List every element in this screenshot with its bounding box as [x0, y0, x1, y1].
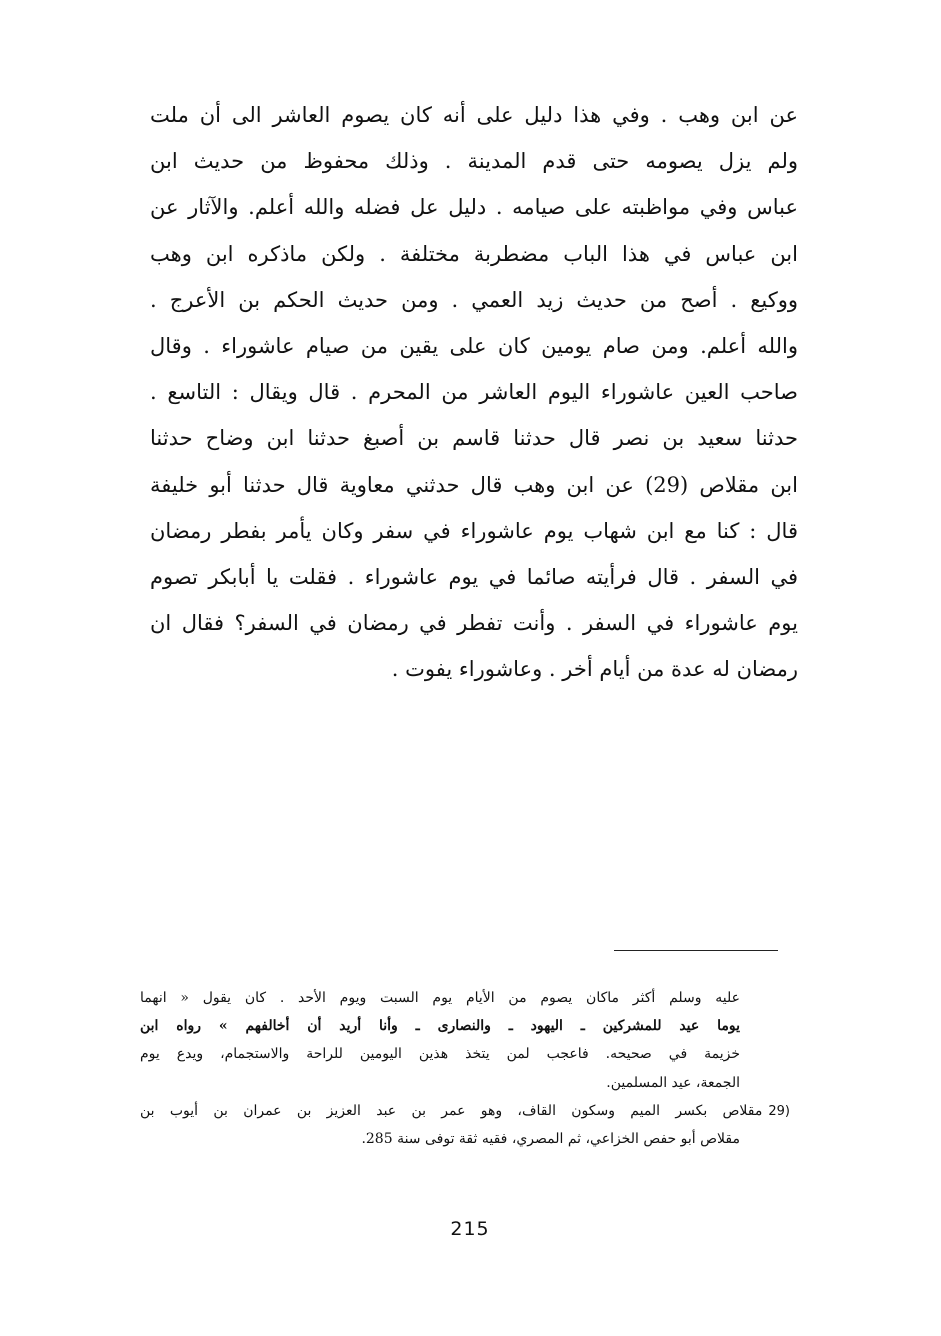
text-line: ووكيع . أصح من حديث زيد العمي . ومن حديث الحكم بن الأعرج . [150, 287, 798, 312]
footnote-line [140, 1097, 790, 1125]
text-line: في السفر . قال فرأيته صائما في يوم عاشوراء . فقلت يا أبابكر تصوم [150, 564, 798, 589]
footnote-line: مقلاص أبو حفص الخزاعي، ثم المصري، فقيه ثقة توفى سنة 285. [361, 1130, 740, 1147]
footnote-number: (29 [768, 1103, 790, 1119]
text-line: ابن عباس في هذا الباب مضطربة مختلفة . ولكن ماذكره ابن وهب [150, 241, 798, 266]
footnote-line: عليه وسلم أكثر ماكان يصوم من الأيام يوم السبت ويوم الأحد . كان يقول « انهما [140, 990, 740, 1006]
page-number: 215 [450, 1218, 490, 1240]
text-line: عن ابن وهب . وفي هذا دليل على أنه كان يصوم العاشر الى أن ملت [150, 103, 798, 127]
footnotes-block [140, 984, 790, 1153]
footnote-line: خزيمة في صحيحه. فاعجب لمن يتخذ هذين اليومين للراحة والاستجمام، ويدع يوم [140, 1046, 740, 1063]
footnote-line: يوما عيد للمشركين ـ اليهود ـ والنصارى ـ وأنا أريد أن أخالفهم » رواه ابن [140, 1018, 740, 1035]
text-line: حدثنا سعيد بن نصر قال حدثنا قاسم بن أصبغ حدثنا ابن وضاح حدثنا [150, 426, 798, 451]
text-line: ابن مقلاص (29) عن ابن وهب قال حدثني معاوية قال حدثنا أبو خليفة [150, 472, 798, 497]
text-line: عباس وفي مواظبته على صيامه . دليل عل فضله والله أعلم. والآثار عن [150, 195, 798, 220]
text-line: والله أعلم. ومن صام يومين كان على يقين من صيام عاشوراء . وقال [150, 333, 798, 358]
text-line: يوم عاشوراء في السفر . وأنت تفطر في رمضان في السفر؟ فقال ان [150, 611, 798, 636]
footnote-29 [140, 1097, 790, 1153]
footnote-continued [140, 984, 790, 1097]
footnote-separator [614, 950, 778, 951]
text-line: قال : كنا مع ابن شهاب يوم عاشوراء في سفر وكان يأمر بفطر رمضان [150, 518, 798, 543]
text-line: ولم يزل يصومه حتى قدم المدينة . وذلك محفوظ من حديث ابن [150, 149, 798, 174]
text-line: صاحب العين عاشوراء اليوم العاشر من المحرم . قال ويقال : التاسع . [150, 380, 798, 405]
text-line: رمضان له عدة من أيام أخر . وعاشوراء يفوت . [391, 657, 798, 682]
footnote-text: مقلاص بكسر الميم وسكون القاف، وهو عمر بن عبد العزيز بن عمران بن أيوب بن [140, 1102, 763, 1119]
main-text-block [150, 92, 798, 692]
footnote-line: الجمعة، عيد المسلمين. [606, 1074, 740, 1091]
